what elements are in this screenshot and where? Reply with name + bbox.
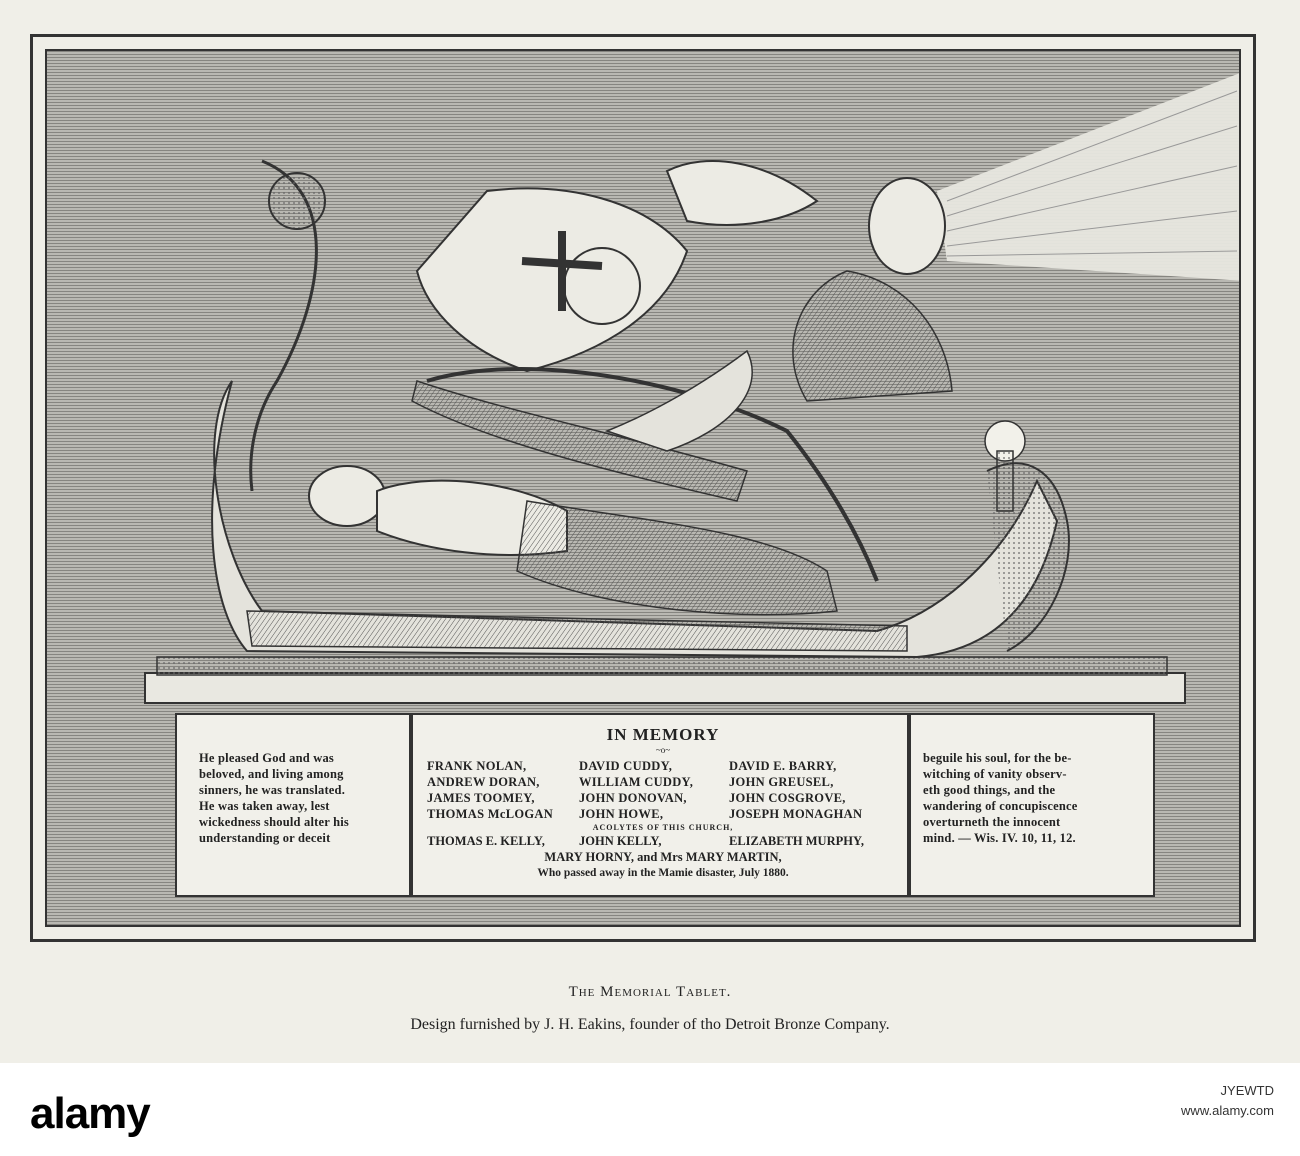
- verse-line: witching of vanity observ-: [923, 767, 1067, 781]
- pedestal-cap: [145, 673, 1185, 703]
- engraving-inner-frame: [45, 49, 1241, 927]
- verse-line: wickedness should alter his: [199, 815, 349, 829]
- verse-line: beloved, and living among: [199, 767, 344, 781]
- name-entry: DAVID E. BARRY,: [729, 759, 837, 773]
- acolytes-label: ACOLYTES OF THIS CHURCH,: [592, 823, 734, 832]
- name-entry: JOHN GREUSEL,: [729, 775, 834, 789]
- final-names-line: MARY HORNY, and Mrs MARY MARTIN,: [544, 850, 782, 864]
- name-entry: JAMES TOOMEY,: [427, 791, 535, 805]
- verse-line: understanding or deceit: [199, 831, 331, 845]
- sleeping-child: [309, 466, 837, 615]
- left-verse-panel: [175, 713, 411, 897]
- acolytes-list: [427, 834, 899, 849]
- names-list: [427, 759, 899, 822]
- stock-image-id: [1181, 1081, 1274, 1121]
- name-entry: JOSEPH MONAGHAN: [729, 807, 863, 821]
- memorial-names-panel: [411, 713, 909, 897]
- right-verse-panel: [909, 713, 1155, 897]
- name-entry: DAVID CUDDY,: [579, 759, 673, 773]
- name-entry: WILLIAM CUDDY,: [579, 775, 694, 789]
- acolyte-name: ELIZABETH MURPHY,: [729, 834, 864, 848]
- in-memory-heading: IN MEMORY: [606, 725, 720, 744]
- name-entry: JOHN COSGROVE,: [729, 791, 846, 805]
- engraving-outer-frame: [30, 34, 1256, 942]
- disaster-note: Who passed away in the Mamie disaster, July 1880.: [537, 867, 789, 879]
- angel-figure: [607, 161, 952, 451]
- name-entry: JOHN HOWE,: [579, 807, 664, 821]
- verse-line: eth good things, and the: [923, 783, 1056, 797]
- verse-line: mind. — Wis. IV. 10, 11, 12.: [923, 831, 1076, 845]
- alamy-logo: alamy: [30, 1089, 150, 1138]
- figure-caption-title: The Memorial Tablet.: [568, 984, 732, 1000]
- pedestal-base-slab: [157, 657, 1167, 675]
- name-entry: FRANK NOLAN,: [427, 759, 527, 773]
- verse-line: beguile his soul, for the be-: [923, 751, 1072, 765]
- name-entry: THOMAS McLOGAN: [427, 807, 554, 821]
- stock-watermark-bar: [0, 1063, 1300, 1156]
- name-entry: JOHN DONOVAN,: [579, 791, 687, 805]
- acolyte-name: JOHN KELLY,: [579, 834, 662, 848]
- acolyte-name: THOMAS E. KELLY,: [427, 834, 545, 848]
- ornament-divider: ~o~: [655, 745, 671, 755]
- name-entry: ANDREW DORAN,: [427, 775, 540, 789]
- verse-line: He pleased God and was: [199, 751, 334, 765]
- verse-line: He was taken away, lest: [199, 799, 330, 813]
- verse-line: sinners, he was translated.: [199, 783, 346, 797]
- site-url-text: www.alamy.com: [1181, 1103, 1274, 1118]
- verse-line: wandering of concupiscence: [923, 799, 1078, 813]
- light-rays: [937, 71, 1241, 281]
- verse-line: overturneth the innocent: [923, 815, 1061, 829]
- figure-caption-subtitle: Design furnished by J. H. Eakins, founder of tho Detroit Bronze Company.: [410, 1016, 890, 1033]
- image-id-text: JYEWTD: [1220, 1083, 1274, 1098]
